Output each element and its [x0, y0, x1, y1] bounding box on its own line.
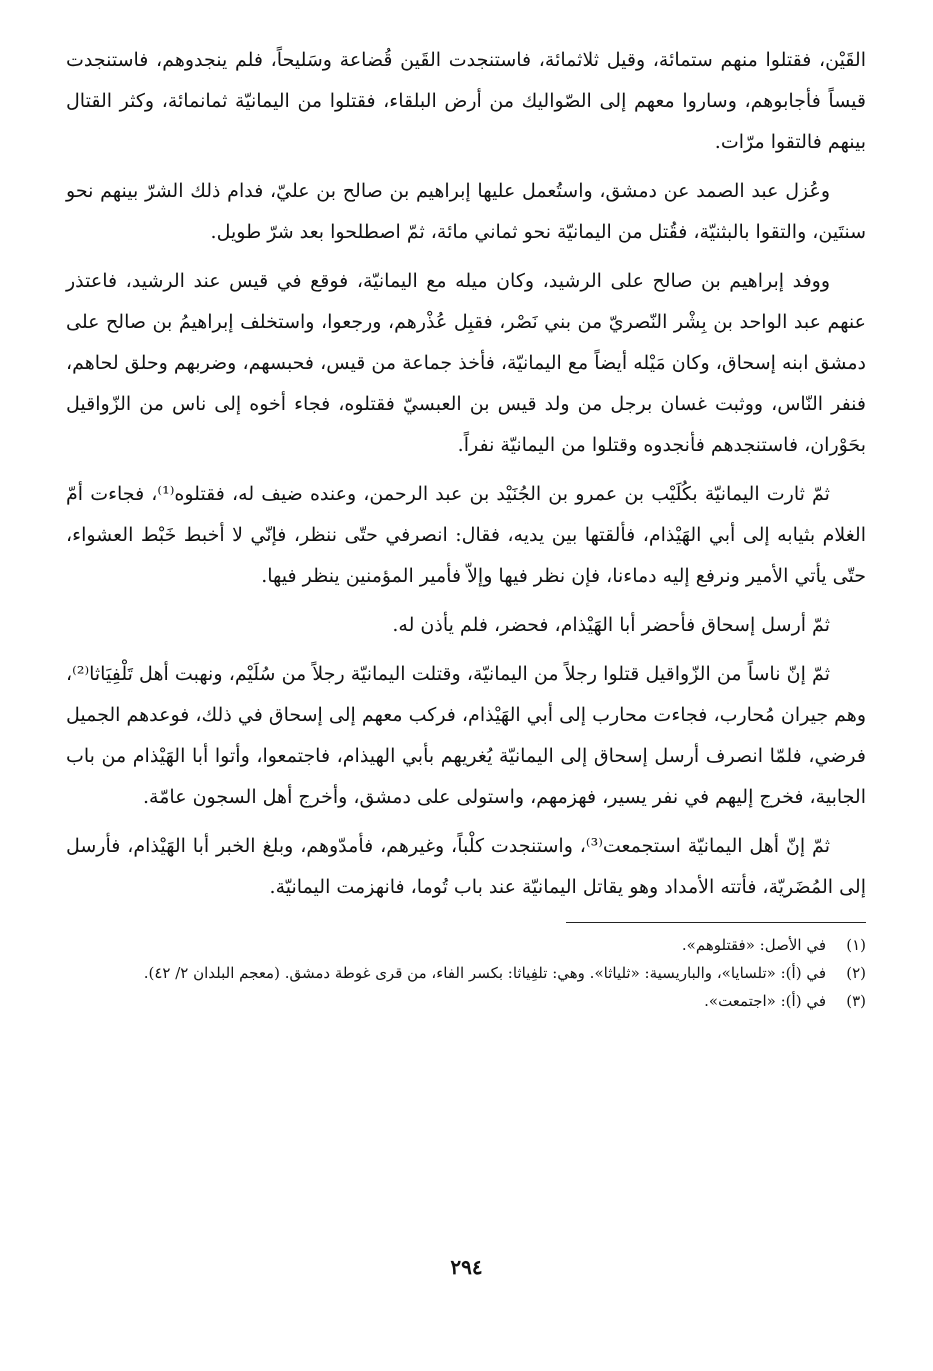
main-text	[66, 40, 866, 908]
paragraph-2: وعُزل عبد الصمد عن دمشق، واستُعمل عليها إبراهيم بن صالح بن عليّ، فدام ذلك الشرّ بينهم نحو سنتَين، والتقوا بالبثنيّة، فقُتل من اليمانيّة نحو ثماني مائة، ثمّ اصطلحوا بعد شرّ طويل.	[66, 180, 866, 243]
footnote-text: في (أ): «اجتمعت».	[704, 992, 826, 1010]
document-page	[66, 40, 866, 1015]
footnote-number: (٣)	[846, 992, 866, 1010]
paragraph-6: ثمّ إنّ ناساً من الزّواقيل قتلوا رجلاً من اليمانيّة، وقتلت اليمانيّة رجلاً من سُلَيْم، ونهبت أهل تَلْفِيَاثا⁽²⁾، وهم جيران مُحارب، فجاءت محارب إلى أبي الهَيْذام، فركب معهم إلى إسحاق في ذلك، فوعدهم الجميل فرضي، فلمّا انصرف أرسل إسحاق إلى اليمانيّة يُغريهم بأبي الهيذام، فاجتمعوا، وأتوا أبا الهَيْذام من باب الجابية، فخرج إليهم في نفر يسير، فهزمهم، واستولى على دمشق، وأخرج أهل السجون عامّة.	[66, 663, 866, 808]
footnote-3	[66, 987, 866, 1015]
paragraph-4: ثمّ ثارت اليمانيّة بكُلَيْب بن عمرو بن الجُنَيْد بن عبد الرحمن، وعنده ضيف له، فقتلوه⁽¹⁾، فجاءت أمّ الغلام بثيابه إلى أبي الهَيْذام، فألقتها بين يديه، فقال: انصرفي حتّى ننظر، فإنّي لا أخبط خَبْط العشواء، حتّى يأتي الأمير ونرفع إليه دماءنا، فإن نظر فيها وإلاّ فأمير المؤمنين ينظر فيها.	[66, 483, 866, 587]
footnote-number: (٢)	[846, 964, 866, 982]
footnote-text: في (أ): «تلسايا»، والباريسية: «ثلياثا». وهي: تلفِياثا: بكسر الفاء، من قرى غوطة دمشق. (معجم البلدان ٢/ ٤٢).	[143, 964, 826, 982]
paragraph-5: ثمّ أرسل إسحاق فأحضر أبا الهَيْذام، فحضر، فلم يأذن له.	[392, 614, 830, 636]
footnotes	[66, 931, 866, 1015]
footnote-text: في الأصل: «فقتلوهم».	[681, 936, 826, 954]
paragraph-1: القَيْن، فقتلوا منهم ستمائة، وقيل ثلاثمائة، فاستنجدت القَين قُضاعة وسَليحاً، فلم ينجدوهم، فاستنجدت قيساً فأجابوهم، وساروا معهم إلى الصّواليك من أرض البلقاء، فقتلوا من اليمانيّة ثمانمائة، وكثر القتال بينهم فالتقوا مرّات.	[66, 49, 866, 153]
footnote-number: (١)	[846, 936, 866, 954]
page-number: ٢٩٤	[450, 1255, 483, 1279]
paragraph-3: ووفد إبراهيم بن صالح على الرشيد، وكان ميله مع اليمانيّة، فوقع في قيس عند الرشيد، فاعتذر عنهم عبد الواحد بن بِشْر النّصريّ من بني نَصْر، فقبِل عُذْرهم، ورجعوا، واستخلف إبراهيمُ بن صالح على دمشق ابنه إسحاق، وكان مَيْله أيضاً مع اليمانيّة، فأخذ جماعة من قيس، فحبسهم، وضربهم وحلق لحاهم، فنفر النّاس، ووثبت غسان برجل من ولد قيس بن العبسيّ فقتلوه، فجاء أخوه إلى ناس من الزّواقيل بحَوْران، فاستنجدهم فأنجدوه وقتلوا من اليمانيّة نفراً.	[66, 270, 866, 456]
paragraph-7: ثمّ إنّ أهل اليمانيّة استجمعت⁽³⁾، واستنجدت كلْباً، وغيرهم، فأمدّوهم، وبلغ الخبر أبا الهَيْذام، فأرسل إلى المُضَريّة، فأتته الأمداد وهو يقاتل اليمانيّة عند باب تُوما، فانهزمت اليمانيّة.	[66, 835, 866, 898]
footnote-2	[66, 959, 866, 987]
footnote-1	[66, 931, 866, 959]
footnote-divider	[566, 922, 866, 923]
